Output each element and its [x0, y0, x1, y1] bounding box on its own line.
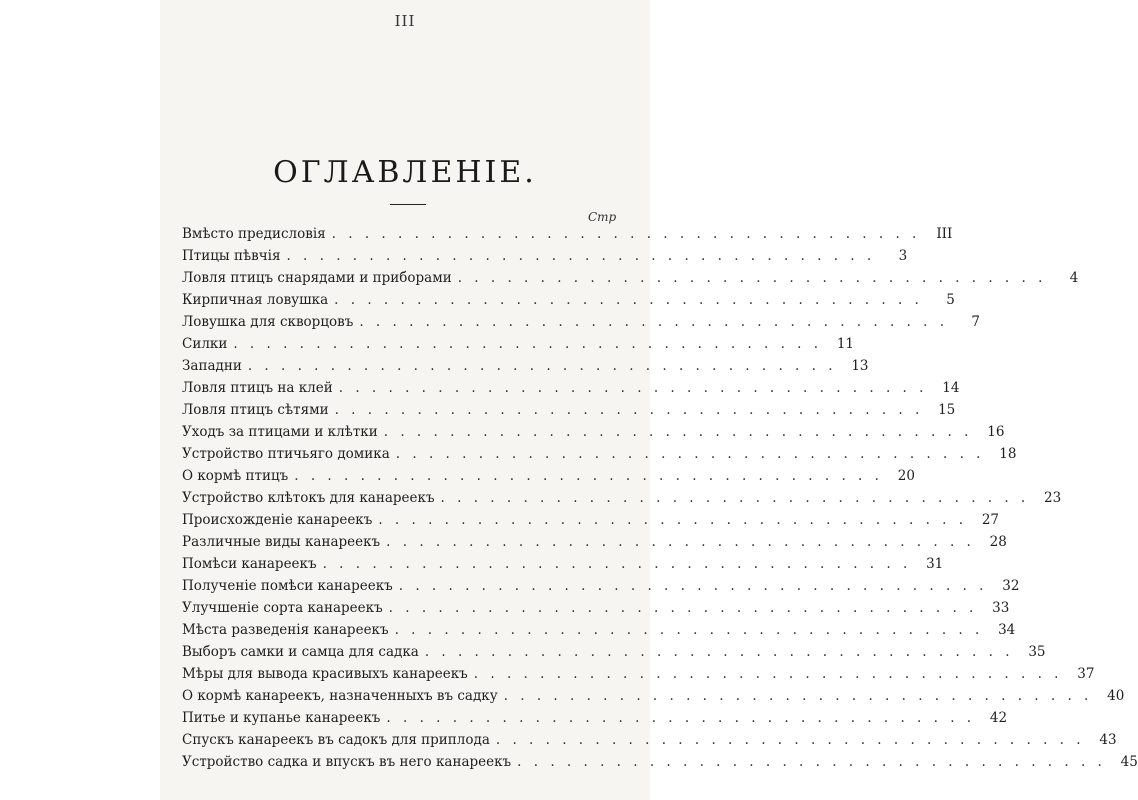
toc-entry-page: 13	[851, 358, 869, 374]
toc-entry	[182, 754, 1138, 776]
toc-leader-dots: . . . . . . . . . . . . . . . . . . . . . . . . . . . . . . . . . . . .	[398, 578, 988, 594]
toc-leader-dots: . . . . . . . . . . . . . . . . . . . . . . . . . . . . . . . . . . . .	[334, 402, 924, 418]
toc-leader-dots: . . . . . . . . . . . . . . . . . . . . . . . . . . . . . . . . . . . .	[233, 336, 823, 352]
toc-entry-page: 11	[836, 336, 855, 352]
toc-entry	[182, 446, 1017, 468]
toc-leader-dots: . . . . . . . . . . . . . . . . . . . . . . . . . . . . . . . . . . . .	[294, 468, 883, 484]
toc-entry-title: Ловля птицъ снарядами и приборами	[182, 270, 452, 286]
toc-entry-title: Кирпичная ловушка	[182, 292, 329, 308]
toc-leader-dots: . . . . . . . . . . . . . . . . . . . . . . . . . . . . . . . . . . . .	[473, 666, 1063, 682]
toc-entry-page: 14	[942, 380, 960, 396]
toc-leader-dots: . . . . . . . . . . . . . . . . . . . . . . . . . . . . . . . . . . . .	[388, 600, 978, 616]
toc-leader-dots: . . . . . . . . . . . . . . . . . . . . . . . . . . . . . . . . . . . .	[247, 358, 837, 374]
toc-entry-page: 18	[999, 446, 1017, 462]
toc-leader-dots: . . . . . . . . . . . . . . . . . . . . . . . . . . . . . . . . . . . .	[334, 292, 923, 308]
toc-entry-title: Птицы пѣвчія	[182, 248, 281, 264]
toc-entry	[182, 402, 956, 424]
toc-leader-dots: . . . . . . . . . . . . . . . . . . . . . . . . . . . . . . . . . . . .	[383, 424, 973, 440]
toc-entry	[182, 622, 1016, 644]
toc-entry	[182, 666, 1095, 688]
toc-entry-title: Различные виды канареекъ	[182, 534, 381, 550]
toc-leader-dots: . . . . . . . . . . . . . . . . . . . . . . . . . . . . . . . . . . . .	[378, 512, 968, 528]
toc-entry	[182, 556, 944, 578]
toc-entry-title: Ловля птицъ сѣтями	[182, 402, 329, 418]
toc-entry-title: Питье и купанье канареекъ	[182, 710, 381, 726]
toc-entry-page: III	[936, 226, 953, 242]
toc-entry	[182, 292, 955, 314]
toc-entry-title: Вмѣсто предисловія	[182, 226, 326, 242]
toc-entry-page: 33	[992, 600, 1010, 616]
toc-entry-title: Происхожденіе канареекъ	[182, 512, 373, 528]
toc-entry	[182, 248, 908, 270]
toc-entry-page: 4	[1069, 270, 1079, 286]
toc-entry	[182, 358, 869, 380]
toc-entry-page: 23	[1044, 490, 1062, 506]
toc-entry-title: Полученіе помѣси канареекъ	[182, 578, 393, 594]
table-of-contents	[182, 226, 1138, 776]
toc-entry-page: 45	[1120, 754, 1138, 770]
toc-entry-title: Уходъ за птицами и клѣтки	[182, 424, 378, 440]
toc-leader-dots: . . . . . . . . . . . . . . . . . . . . . . . . . . . . . . . . . . . .	[395, 446, 985, 462]
toc-leader-dots: . . . . . . . . . . . . . . . . . . . . . . . . . . . . . . . . . . . .	[286, 248, 876, 264]
toc-leader-dots: . . . . . . . . . . . . . . . . . . . . . . . . . . . . . . . . . . . .	[359, 314, 949, 330]
toc-entry-page: 7	[971, 314, 981, 330]
toc-entry-page: 42	[989, 710, 1008, 726]
toc-entry	[182, 380, 960, 402]
toc-entry	[182, 534, 1007, 556]
toc-entry	[182, 424, 1005, 446]
toc-entry	[182, 490, 1062, 512]
toc-leader-dots: . . . . . . . . . . . . . . . . . . . . . . . . . . . . . . . . . . . .	[386, 710, 976, 726]
page-column-header: Стр	[588, 210, 617, 224]
toc-entry	[182, 226, 953, 248]
toc-entry	[182, 710, 1008, 732]
toc-leader-dots: . . . . . . . . . . . . . . . . . . . . . . . . . . . . . . . . . . . .	[338, 380, 928, 396]
toc-entry-page: 32	[1002, 578, 1020, 594]
toc-leader-dots: . . . . . . . . . . . . . . . . . . . . . . . . . . . . . . . . . . . .	[394, 622, 984, 638]
toc-entry-page: 3	[898, 248, 908, 264]
toc-entry-title: Ловля птицъ на клей	[182, 380, 333, 396]
toc-entry	[182, 270, 1079, 292]
toc-entry-title: Устройство клѣтокъ для канареекъ	[182, 490, 435, 506]
toc-entry-page: 31	[926, 556, 944, 572]
toc-entry-page: 35	[1028, 644, 1046, 660]
toc-entry-title: Ловушка для скворцовъ	[182, 314, 354, 330]
toc-entry-title: О кормѣ канареекъ, назначенныхъ въ садку	[182, 688, 498, 704]
toc-leader-dots: . . . . . . . . . . . . . . . . . . . . . . . . . . . . . . . . . . . .	[424, 644, 1014, 660]
toc-entry-page: 15	[938, 402, 956, 418]
toc-entry	[182, 600, 1010, 622]
toc-entry	[182, 688, 1125, 710]
toc-entry-page: 16	[987, 424, 1005, 440]
toc-entry	[182, 512, 1000, 534]
toc-leader-dots: . . . . . . . . . . . . . . . . . . . . . . . . . . . . . . . . . . . .	[503, 688, 1093, 704]
toc-leader-dots: . . . . . . . . . . . . . . . . . . . . . . . . . . . . . . . . . . . .	[331, 226, 921, 242]
toc-entry-title: Устройство садка и впускъ въ него канареекъ	[182, 754, 512, 770]
toc-entry-title: Устройство птичьяго домика	[182, 446, 390, 462]
toc-entry	[182, 468, 915, 490]
toc-leader-dots: . . . . . . . . . . . . . . . . . . . . . . . . . . . . . . . . . . . .	[517, 754, 1106, 770]
page-title: ОГЛАВЛЕНІЕ.	[273, 155, 537, 190]
toc-entry-title: Помѣси канареекъ	[182, 556, 317, 572]
toc-leader-dots: . . . . . . . . . . . . . . . . . . . . . . . . . . . . . . . . . . . .	[386, 534, 975, 550]
toc-entry-page: 5	[946, 292, 955, 308]
toc-entry	[182, 578, 1020, 600]
toc-entry-page: 20	[897, 468, 915, 484]
toc-entry-page: 40	[1107, 688, 1125, 704]
toc-entry-page: 37	[1077, 666, 1095, 682]
toc-entry	[182, 732, 1117, 754]
toc-leader-dots: . . . . . . . . . . . . . . . . . . . . . . . . . . . . . . . . . . . .	[440, 490, 1030, 506]
title-divider	[390, 204, 426, 205]
toc-leader-dots: . . . . . . . . . . . . . . . . . . . . . . . . . . . . . . . . . . . .	[322, 556, 912, 572]
toc-entry-title: Улучшеніе сорта канареекъ	[182, 600, 383, 616]
toc-entry	[182, 336, 855, 358]
toc-entry-title: Выборъ самки и самца для садка	[182, 644, 419, 660]
page-number: III	[394, 12, 416, 30]
toc-leader-dots: . . . . . . . . . . . . . . . . . . . . . . . . . . . . . . . . . . . .	[457, 270, 1047, 286]
toc-entry-title: Западни	[182, 358, 242, 374]
document-page	[160, 0, 1138, 800]
toc-entry-page: 34	[998, 622, 1016, 638]
toc-entry-page: 28	[989, 534, 1007, 550]
toc-entry-page: 43	[1099, 732, 1117, 748]
toc-entry-title: Мѣста разведенія канареекъ	[182, 622, 389, 638]
toc-entry	[182, 314, 981, 336]
toc-entry-title: Спускъ канареекъ въ садокъ для приплода	[182, 732, 490, 748]
toc-entry-title: О кормѣ птицъ	[182, 468, 289, 484]
toc-entry-page: 27	[981, 512, 1000, 528]
toc-entry	[182, 644, 1046, 666]
toc-leader-dots: . . . . . . . . . . . . . . . . . . . . . . . . . . . . . . . . . . . .	[495, 732, 1085, 748]
toc-entry-title: Мѣры для вывода красивыхъ канареекъ	[182, 666, 468, 682]
toc-entry-title: Силки	[182, 336, 228, 352]
